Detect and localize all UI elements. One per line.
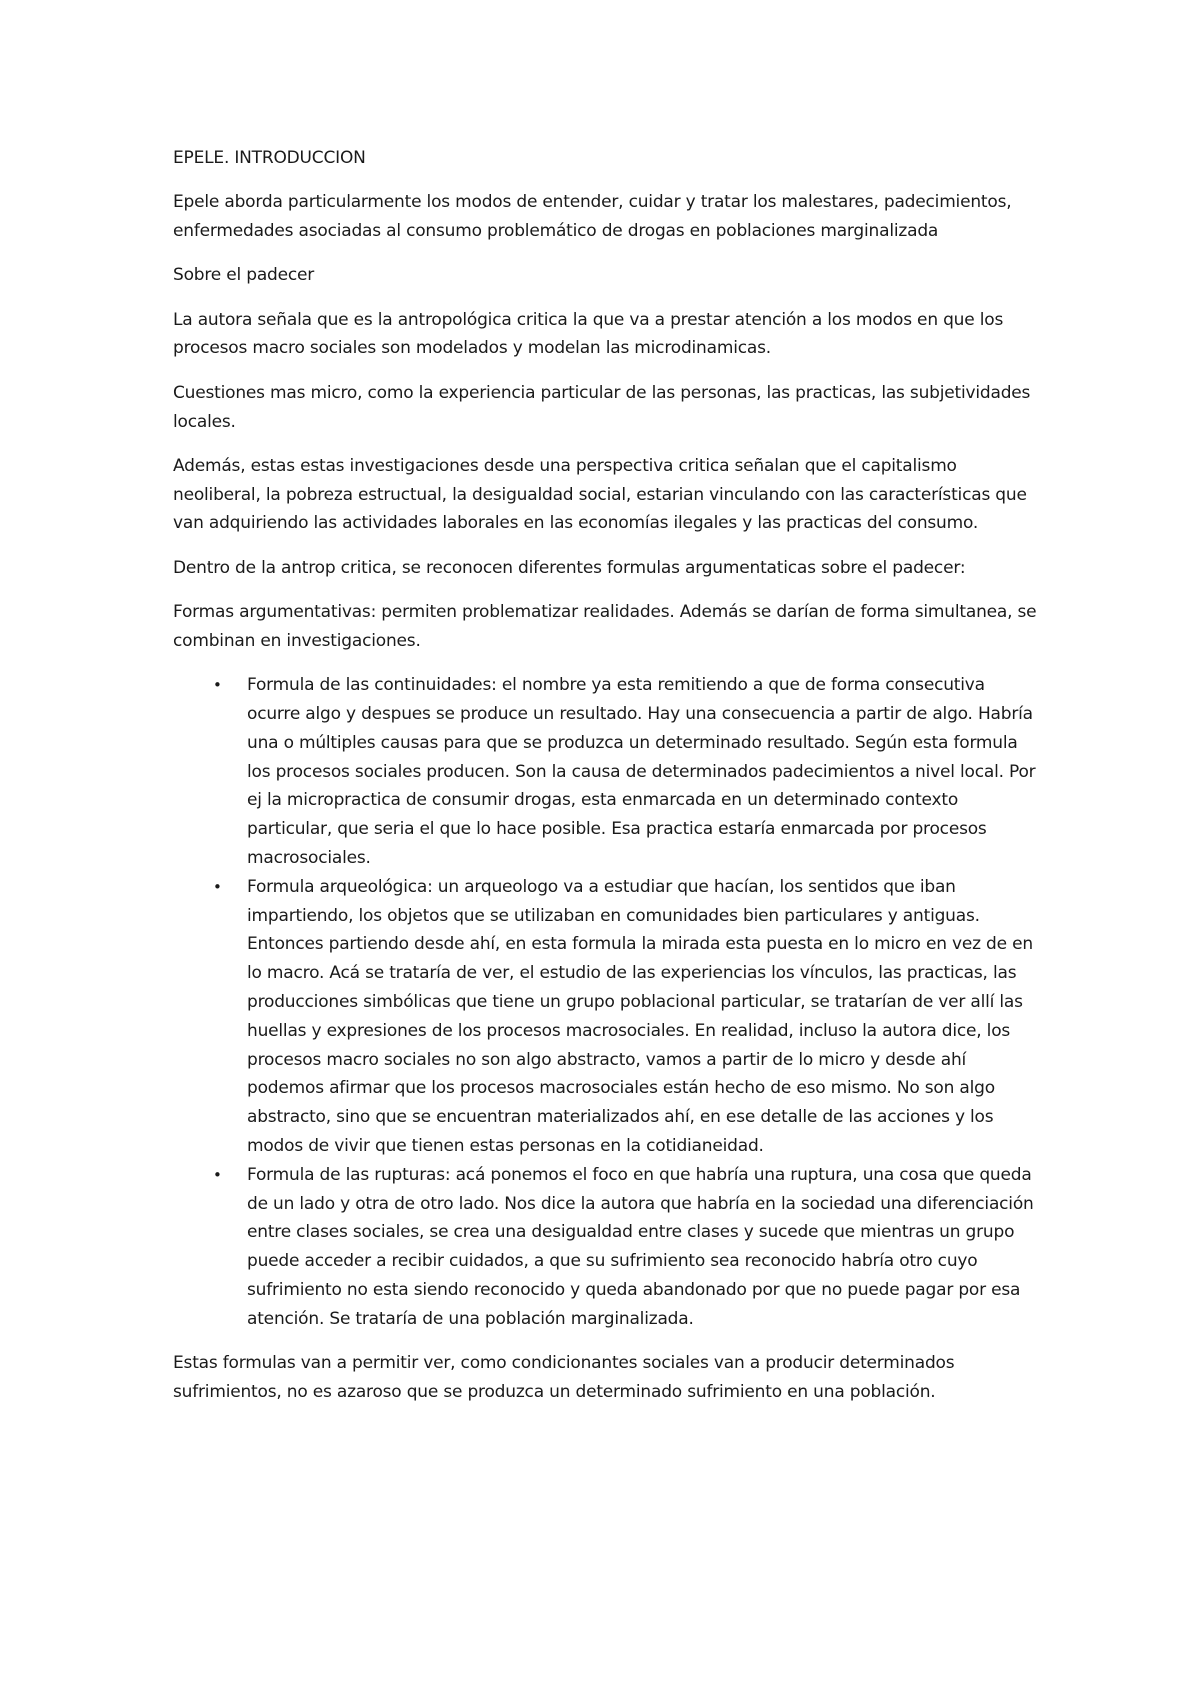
list-item — [173, 873, 1043, 1161]
bullet-icon: • — [213, 877, 222, 896]
bullet-list — [173, 671, 1043, 1333]
closing-paragraph: Estas formulas van a permitir ver, como condicionantes sociales van a producir determinados sufrimientos, no es azaroso que se produzca un determinado sufrimiento en una población. — [173, 1352, 955, 1402]
body-paragraph: Formas argumentativas: permiten problematizar realidades. Además se darían de forma simultanea, se combinan en investigaciones. — [173, 602, 1037, 651]
intro-paragraph: Epele aborda particularmente los modos de entender, cuidar y tratar los malestares, padecimientos, enfermedades asociadas al consumo problemático de drogas en poblaciones marginalizada — [173, 192, 1012, 242]
list-item-text: Formula de las continuidades: el nombre ya esta remitiendo a que de forma consecutiva ocurre algo y despues se produce un resultado. Hay una consecuencia a partir de algo. Habría una o múltiples causas para que se produzca un determinado resultado. Según esta formula los procesos sociales producen. Son la causa de determinados padecimientos a nivel local. Por ej la micropractica de consumir drogas, esta enmarcada en un determinado contexto particular, que seria el que lo hace posible. Esa practica estaría enmarcada por procesos macrosociales. — [247, 675, 1036, 868]
body-paragraph: Además, estas estas investigaciones desde una perspectiva critica señalan que el capitalismo neoliberal, la pobreza estructual, la desigualdad social, estarian vinculando con las características que van adquiriendo las actividades laborales en las economías ilegales y las practicas del consumo. — [173, 455, 1027, 534]
list-item-text: Formula de las rupturas: acá ponemos el foco en que habría una ruptura, una cosa que queda de un lado y otra de otro lado. Nos dice la autora que habría en la sociedad una diferenciación entre clases sociales, se crea una desigualdad entre clases y sucede que mientras un grupo puede acceder a recibir cuidados, a que su sufrimiento sea reconocido habría otro cuyo sufrimiento no esta siendo reconocido y queda abandonado por que no puede pagar por esa atención. Se trataría de una población marginalizada. — [247, 1164, 1034, 1329]
body-paragraph: La autora señala que es la antropológica critica la que va a prestar atención a los modos en que los procesos macro sociales son modelados y modelan las microdinamicas. — [173, 309, 1004, 359]
document-page — [173, 144, 1043, 1422]
document-title: EPELE. INTRODUCCION — [173, 148, 366, 168]
body-paragraph: Cuestiones mas micro, como la experiencia particular de las personas, las practicas, las subjetividades locales. — [173, 382, 1031, 432]
list-item — [173, 671, 1043, 873]
body-paragraph: Dentro de la antrop critica, se reconocen diferentes formulas argumentaticas sobre el padecer: — [173, 557, 966, 578]
list-item-text: Formula arqueológica: un arqueologo va a estudiar que hacían, los sentidos que iban impartiendo, los objetos que se utilizaban en comunidades bien particulares y antiguas. Entonces partiendo desde ahí, en esta formula la mirada esta puesta en lo micro en vez de en lo macro. Acá se trataría de ver, el estudio de las experiencias los vínculos, las practicas, las producciones simbólicas que tiene un grupo poblacional particular, se tratarían de ver allí las huellas y expresiones de los procesos macrosociales. En realidad, incluso la autora dice, los procesos macro sociales no son algo abstracto, vamos a partir de lo micro y desde ahí podemos afirmar que los procesos macrosociales están hecho de eso mismo. No son algo abstracto, sino que se encuentran materializados ahí, en ese detalle de las acciones y los modos de vivir que tienen estas personas en la cotidianeidad. — [247, 876, 1033, 1156]
list-item — [173, 1161, 1043, 1334]
bullet-icon: • — [213, 676, 222, 695]
bullet-icon: • — [213, 1165, 222, 1184]
section-subheading: Sobre el padecer — [173, 265, 315, 286]
